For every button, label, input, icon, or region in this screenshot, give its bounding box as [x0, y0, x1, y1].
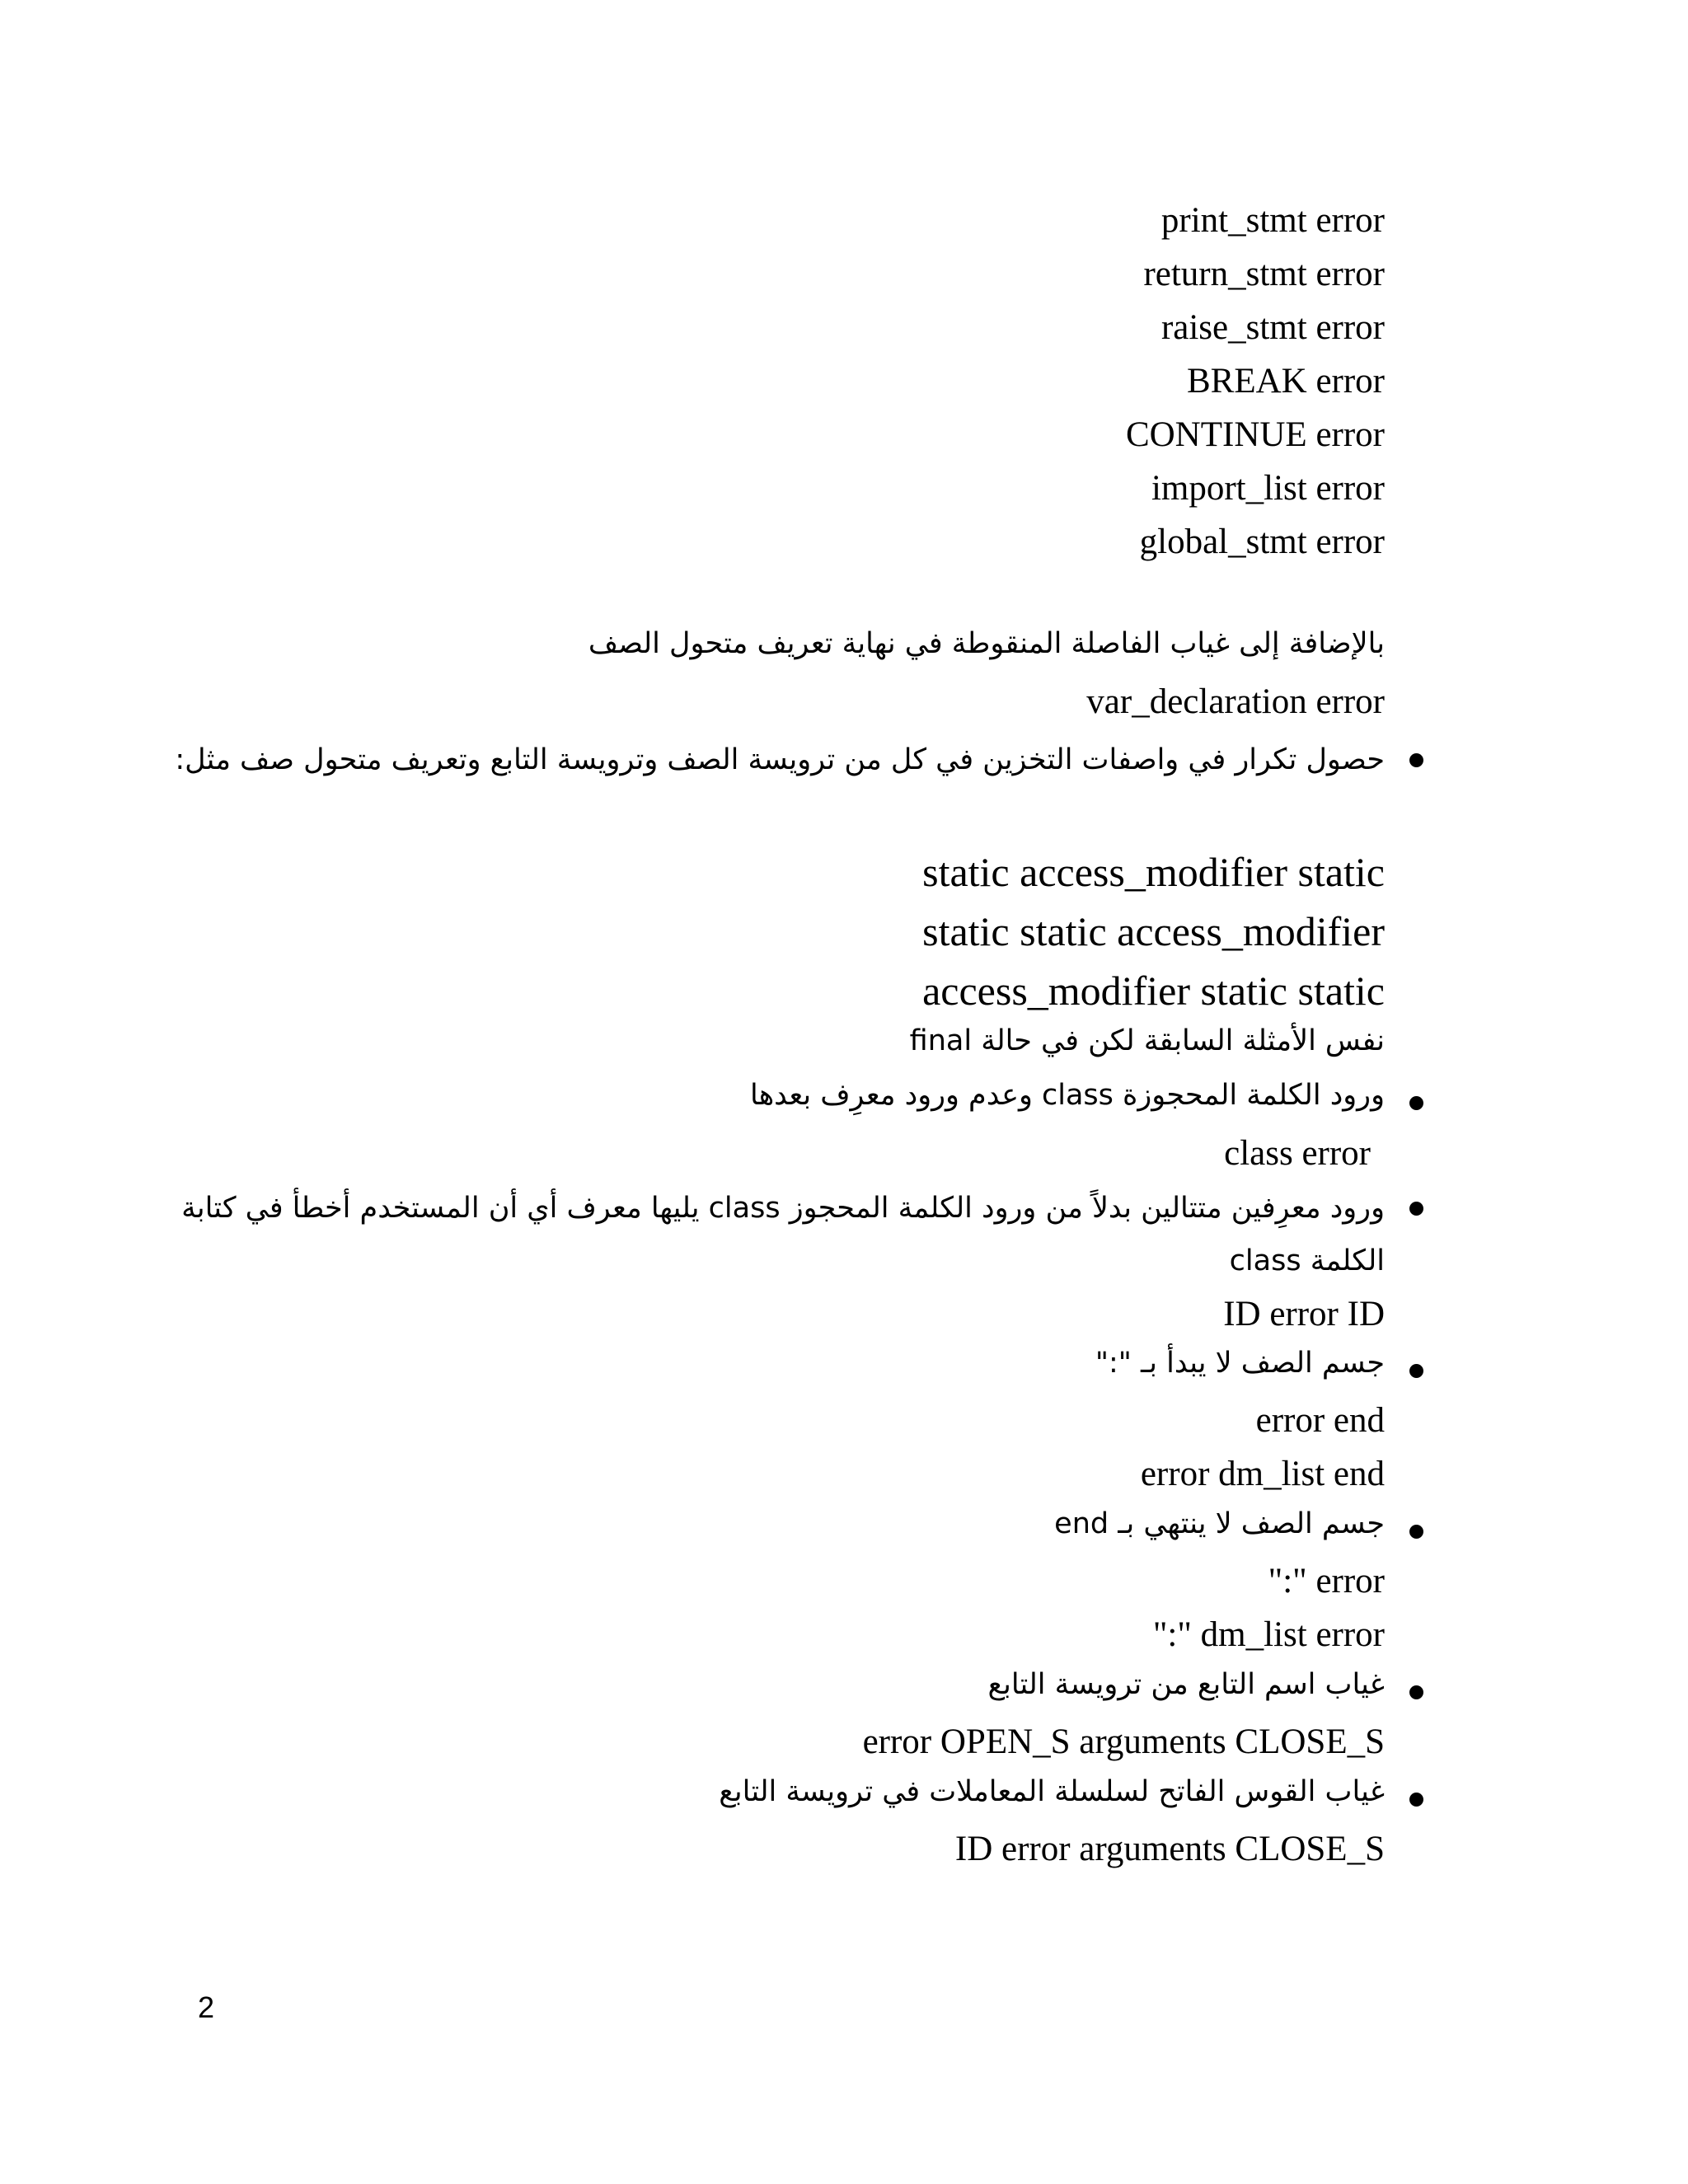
rule-global-stmt: global_stmt error — [1139, 523, 1385, 561]
example-static-2: static static access_modifier — [922, 908, 1385, 954]
rule-import-list: import_list error — [1151, 469, 1385, 508]
example-static-1: static access_modifier static — [922, 849, 1385, 895]
rule-colon-dm-list-error: ":" dm_list error — [1152, 1615, 1385, 1654]
rule-break: BREAK error — [1186, 362, 1385, 401]
bullet-missing-func-name: غياب اسم التابع من ترويسة التابع — [987, 1668, 1385, 1701]
bullet-storage-repeat: حصول تكرار في واصفات التخزين في كل من ترويسة الصف وترويسة التابع وتعريف متحول صف مثل: — [175, 743, 1385, 776]
bullet-dot — [1409, 1525, 1423, 1539]
bullet-two-ids: ورود معرِفين متتالين بدلاً من ورود الكلمة المحجوز class يليها معرف أي أن المستخدم أخطأ في كتابة الكلمة class — [181, 1192, 1385, 1277]
bullet-body-end: جسم الصف لا ينتهي بـ end — [1054, 1507, 1385, 1540]
bullet-dot — [1409, 1202, 1423, 1216]
rule-continue: CONTINUE error — [1125, 415, 1385, 454]
rule-id-error-arguments: ID error arguments CLOSE_S — [954, 1830, 1385, 1868]
bullet-dot — [1409, 1685, 1423, 1699]
rule-error-open-s: error OPEN_S arguments CLOSE_S — [862, 1722, 1385, 1761]
rule-error-dm-list-end: error dm_list end — [1140, 1455, 1385, 1493]
example-static-3: access_modifier static static — [922, 968, 1385, 1014]
page-number: 2 — [198, 1990, 215, 2024]
semicolon-note: بالإضافة إلى غياب الفاصلة المنقوطة في نهاية تعريف متحول الصف — [588, 627, 1385, 660]
bullet-class-no-id: ورود الكلمة المحجوزة class وعدم ورود معرِف بعدها — [750, 1079, 1385, 1112]
rule-error-end: error end — [1255, 1401, 1385, 1440]
final-note: نفس الأمثلة السابقة لكن في حالة final — [909, 1024, 1385, 1057]
rule-raise-stmt: raise_stmt error — [1160, 308, 1385, 347]
bullet-dot — [1409, 1096, 1423, 1110]
rule-print-stmt: print_stmt error — [1160, 201, 1385, 240]
rule-id-error-id: ID error ID — [1223, 1295, 1385, 1333]
bullet-body-start: جسم الصف لا يبدأ بـ ":" — [1095, 1347, 1385, 1380]
bullet-dot — [1409, 1793, 1423, 1807]
rule-class-error: class error — [1224, 1134, 1371, 1173]
bullet-dot — [1409, 1364, 1423, 1378]
rule-var-declaration: var_declaration error — [1086, 682, 1385, 721]
rule-return-stmt: return_stmt error — [1143, 255, 1385, 293]
bullet-missing-open-paren: غياب القوس الفاتح لسلسلة المعاملات في ترويسة التابع — [719, 1775, 1385, 1808]
rule-colon-error: ":" error — [1268, 1562, 1385, 1601]
bullet-dot — [1409, 753, 1423, 767]
